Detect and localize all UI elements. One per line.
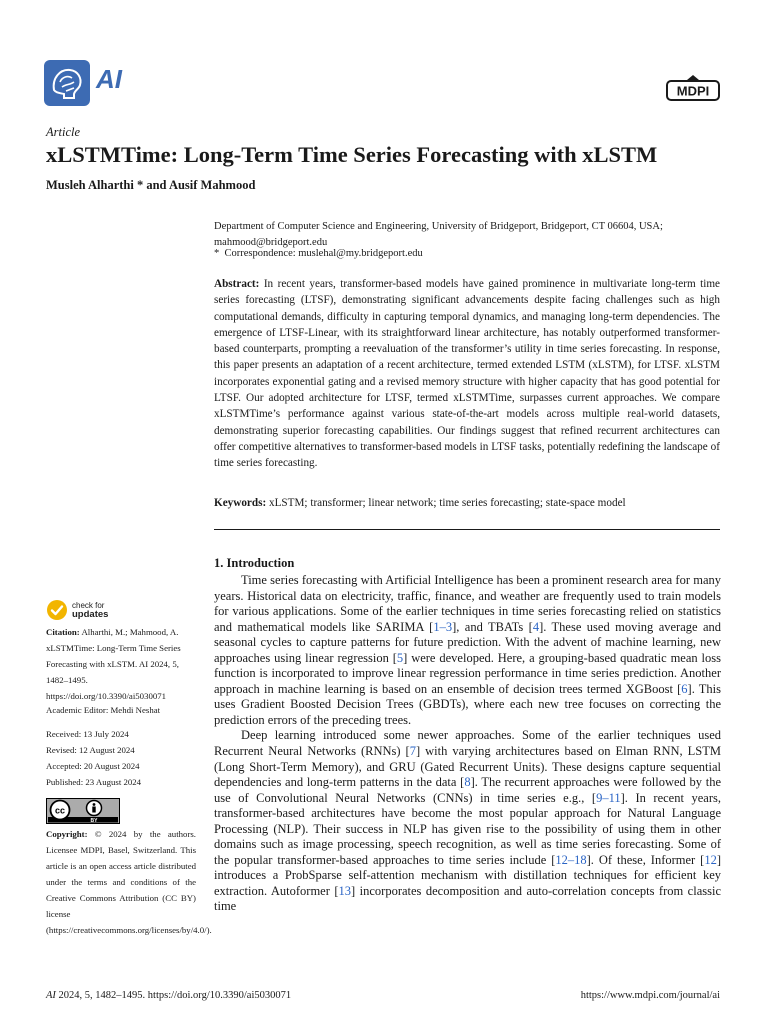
citation-link[interactable]: 12 xyxy=(704,852,717,867)
text-run: ]. In recent years, transformer-based architectures have become the most popular approach for Natural Language Processing (NLP). Their success in NLP has given rise to the possibility of using them in other domains such as image processing, speech recognition, as well as time series forecasting. Some of the popular transformer-based approaches to time series include [ xyxy=(214,790,721,867)
footer-journal: AI xyxy=(46,990,56,1001)
text-run: ]. This uses Gradient Boosted Decision Trees (GBDTs), where each new tree focuses on correcting the prediction errors of the preceding trees. xyxy=(214,681,721,727)
publisher-name: MDPI xyxy=(676,83,710,99)
text-run: ], and TBATs [ xyxy=(452,619,533,634)
intro-paragraph-1 xyxy=(214,573,721,728)
updates-line-2: updates xyxy=(72,609,109,620)
abstract-text: In recent years, transformer-based models have gained prominence in multivariate long-term time series forecasting (LTSF), demonstrating significant advancements despite facing challenges such as high computational demands, difficulty in capturing temporal dynamics, and managing long-term dependencies. The emergence of LTSF-Linear, with its straightforward linear architecture, has notably outperformed transformer-based counterparts, prompting a reevaluation of the transformer’s utility in time series forecasting. In response, this paper presents an adaptation of a recent architecture, termed extended LSTM (xLSTM), for LTSF. xLSTM incorporates exponential gating and a revised memory structure with higher capacity that has good potential for LTSF. Our adopted architecture for LTSF, termed xLSTMTime, surpasses current approaches. We compare xLSTMTime’s performance against various state-of-the-art models across multiple real-world datasets, demonstrating superior forecasting capabilities. Our findings suggest that refined recurrent architectures can offer competitive alternatives to transformer-based models in LTSF tasks, potentially redefining the landscape of time series forecasting. xyxy=(214,278,720,470)
date-received: Received: 13 July 2024 xyxy=(46,729,129,739)
mdpi-logo-icon xyxy=(666,74,720,102)
keywords-text: xLSTM; transformer; linear network; time series forecasting; state-space model xyxy=(269,497,626,509)
affiliation: Department of Computer Science and Engineering, University of Bridgeport, Bridgeport, CT 06604, USA; mahmood@bridgeport.edu xyxy=(214,221,663,248)
check-for-updates-icon xyxy=(46,599,68,621)
svg-text:cc: cc xyxy=(54,805,66,816)
footer-journal-url[interactable]: https://www.mdpi.com/journal/ai xyxy=(580,990,720,1001)
citation-link[interactable]: 4 xyxy=(532,619,540,634)
citation-link[interactable]: 7 xyxy=(409,744,416,759)
copyright-label: Copyright: xyxy=(46,829,88,839)
correspondence xyxy=(214,246,720,262)
abstract-label: Abstract: xyxy=(214,278,260,290)
author-list: Musleh Alharthi * and Ausif Mahmood xyxy=(46,178,256,192)
text-run: ] with varying architectures based on Elman RNN, LSTM (Long Short-Term Memory), and GRU (Gated Recurrent Units). These designs capture sequential dependencies and long-term patterns in the data [ xyxy=(214,744,721,790)
citation-link[interactable]: 8 xyxy=(464,775,471,790)
date-accepted: Accepted: 20 August 2024 xyxy=(46,761,140,771)
text-run: ]. The recurrent approaches were followed by the use of Convolutional Neural Networks (CNNs) in time series e.g., [ xyxy=(214,775,721,805)
cc-by-license-icon[interactable] xyxy=(46,798,120,824)
keywords xyxy=(214,495,720,511)
abstract xyxy=(214,276,720,472)
footer-citation xyxy=(46,990,291,1001)
text-run: ] incorporates decomposition and auto-correlation concepts from classic time xyxy=(214,883,721,914)
citation-link[interactable]: 5 xyxy=(396,650,404,665)
keywords-label: Keywords: xyxy=(214,497,267,509)
footer-citation-text: 2024, 5, 1482–1495. https://doi.org/10.3390/ai5030071 xyxy=(55,990,292,1001)
citation-link[interactable]: 12–18 xyxy=(555,852,587,867)
text-run: ] were developed. Here, a grouping-based quadratic mean loss function is incorporated to improve linear regression performance in time series prediction. Another approach in machine learning is based on an ensemble of decision trees termed XGBoost [ xyxy=(214,650,721,696)
citation-link[interactable]: 6 xyxy=(681,681,688,696)
date-published: Published: 23 August 2024 xyxy=(46,777,142,787)
citation-link[interactable]: 9–11 xyxy=(596,790,621,805)
citation-label: Citation: xyxy=(46,627,80,637)
text-run: ] introduces a ProbSparse self-attention mechanism with distillation techniques for efficient key extraction. Autoformer [ xyxy=(214,852,721,898)
cc-by-label: BY xyxy=(90,818,98,824)
updates-line-1: check for xyxy=(72,601,105,610)
copyright-notice xyxy=(46,826,212,938)
article-title: xLSTMTime: Long-Term Time Series Forecasting with xLSTM xyxy=(46,142,658,167)
section-heading: 1. Introduction xyxy=(214,556,295,570)
citation-link[interactable]: 13 xyxy=(338,883,352,898)
journal-logo-icon xyxy=(44,60,90,106)
text-run: Deep learning introduced some newer approaches. Some of the earlier techniques used Recurrent Neural Networks (RNNs) [ xyxy=(214,728,721,759)
publication-dates xyxy=(46,726,196,790)
text-run: Time series forecasting with Artificial Intelligence has been a prominent research area for many years. Historical data on electricity, traffic, finance, and weather are frequently used to train models for various applications. Some of the earlier techniques in time series forecasting relied on statistics and mathematical models like SARIMA [ xyxy=(214,573,721,634)
check-for-updates-label xyxy=(72,601,108,619)
intro-paragraph-2 xyxy=(214,728,721,915)
academic-editor: Academic Editor: Mehdi Neshat xyxy=(46,705,161,715)
section-divider xyxy=(214,529,720,530)
copyright-text: © 2024 by the authors. Licensee MDPI, Basel, Switzerland. This article is an open access article distributed under the terms and conditions of the Creative Commons Attribution (CC BY) license (https://creativecommons.org/licenses/by/4.0/). xyxy=(46,829,212,935)
correspondence-text: Correspondence: muslehal@my.bridgeport.edu xyxy=(224,248,423,259)
text-run: ]. These used moving average and seasonal cycles to capture patterns for future prediction. With the advent of machine learning, new approaches using linear regression [ xyxy=(214,619,722,665)
correspondence-mark: * xyxy=(214,248,220,259)
text-run: ]. Of these, Informer [ xyxy=(586,852,705,867)
citation-block xyxy=(46,624,196,704)
date-revised: Revised: 12 August 2024 xyxy=(46,745,135,755)
citation-text: Alharthi, M.; Mahmood, A. xLSTMTime: Long-Term Time Series Forecasting with xLSTM. AI 2024, 5, 1482–1495. https://doi.org/10.3390/ai5030071 xyxy=(46,627,181,701)
journal-name: AI xyxy=(96,64,122,94)
article-type: Article xyxy=(46,125,81,139)
citation-link[interactable]: 1–3 xyxy=(433,619,453,634)
check-for-updates-button[interactable] xyxy=(46,599,108,621)
introduction-body xyxy=(214,573,721,915)
